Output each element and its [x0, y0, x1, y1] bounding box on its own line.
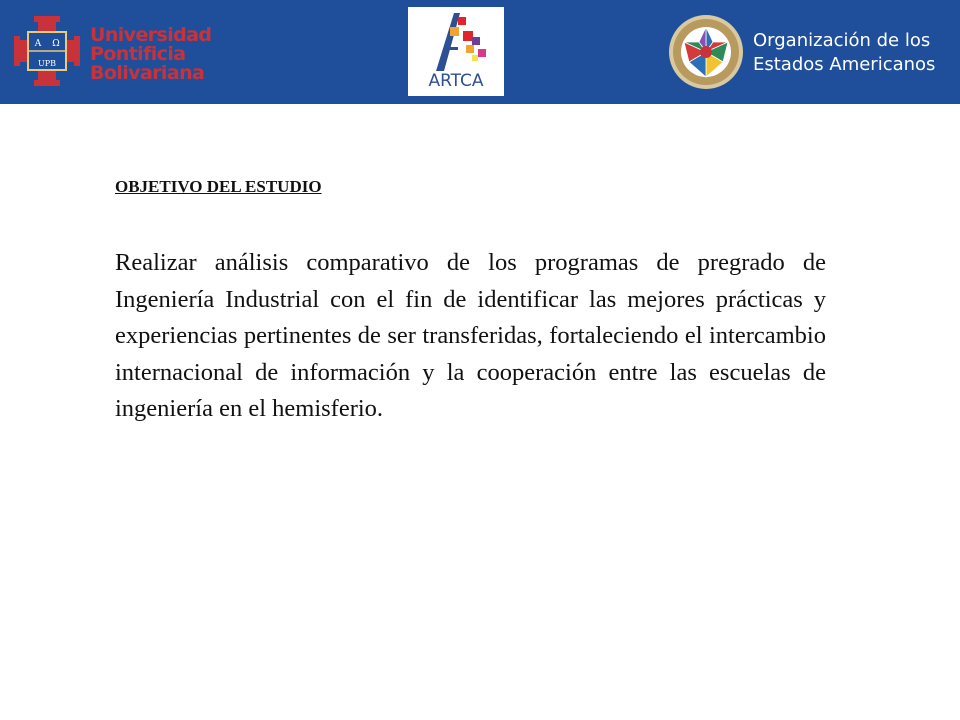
section-title: OBJETIVO DEL ESTUDIO	[115, 177, 322, 196]
upb-name	[90, 26, 211, 83]
upb-crest-icon	[14, 16, 80, 86]
crest-alpha: A	[34, 39, 42, 49]
crest-upb: UPB	[37, 59, 57, 68]
upb-name-line-2: Pontificia	[90, 43, 186, 65]
artca-logo	[408, 7, 504, 96]
crest-omega: Ω	[52, 39, 60, 49]
header-banner	[0, 0, 960, 104]
oas-name-line-2: Estados Americanos	[753, 54, 936, 75]
oas-name	[753, 29, 935, 77]
objective-paragraph: Realizar análisis comparativo de los programas de pregrado de Ingeniería Industrial con el fin de identificar las mejores prácticas y experiencias pertinentes de ser transferidas, fortaleciendo el intercambio internacional de información y la cooperación entre las escuelas de ingeniería en el hemisferio.	[115, 249, 826, 422]
oas-name-line-1: Organización de los	[753, 30, 931, 51]
upb-name-line-3: Bolivariana	[90, 62, 205, 84]
artca-text: ARTCA	[428, 71, 484, 91]
upb-logo	[14, 16, 212, 90]
oas-seal-icon	[668, 14, 744, 90]
upb-name-line-1: Universidad	[90, 24, 212, 46]
